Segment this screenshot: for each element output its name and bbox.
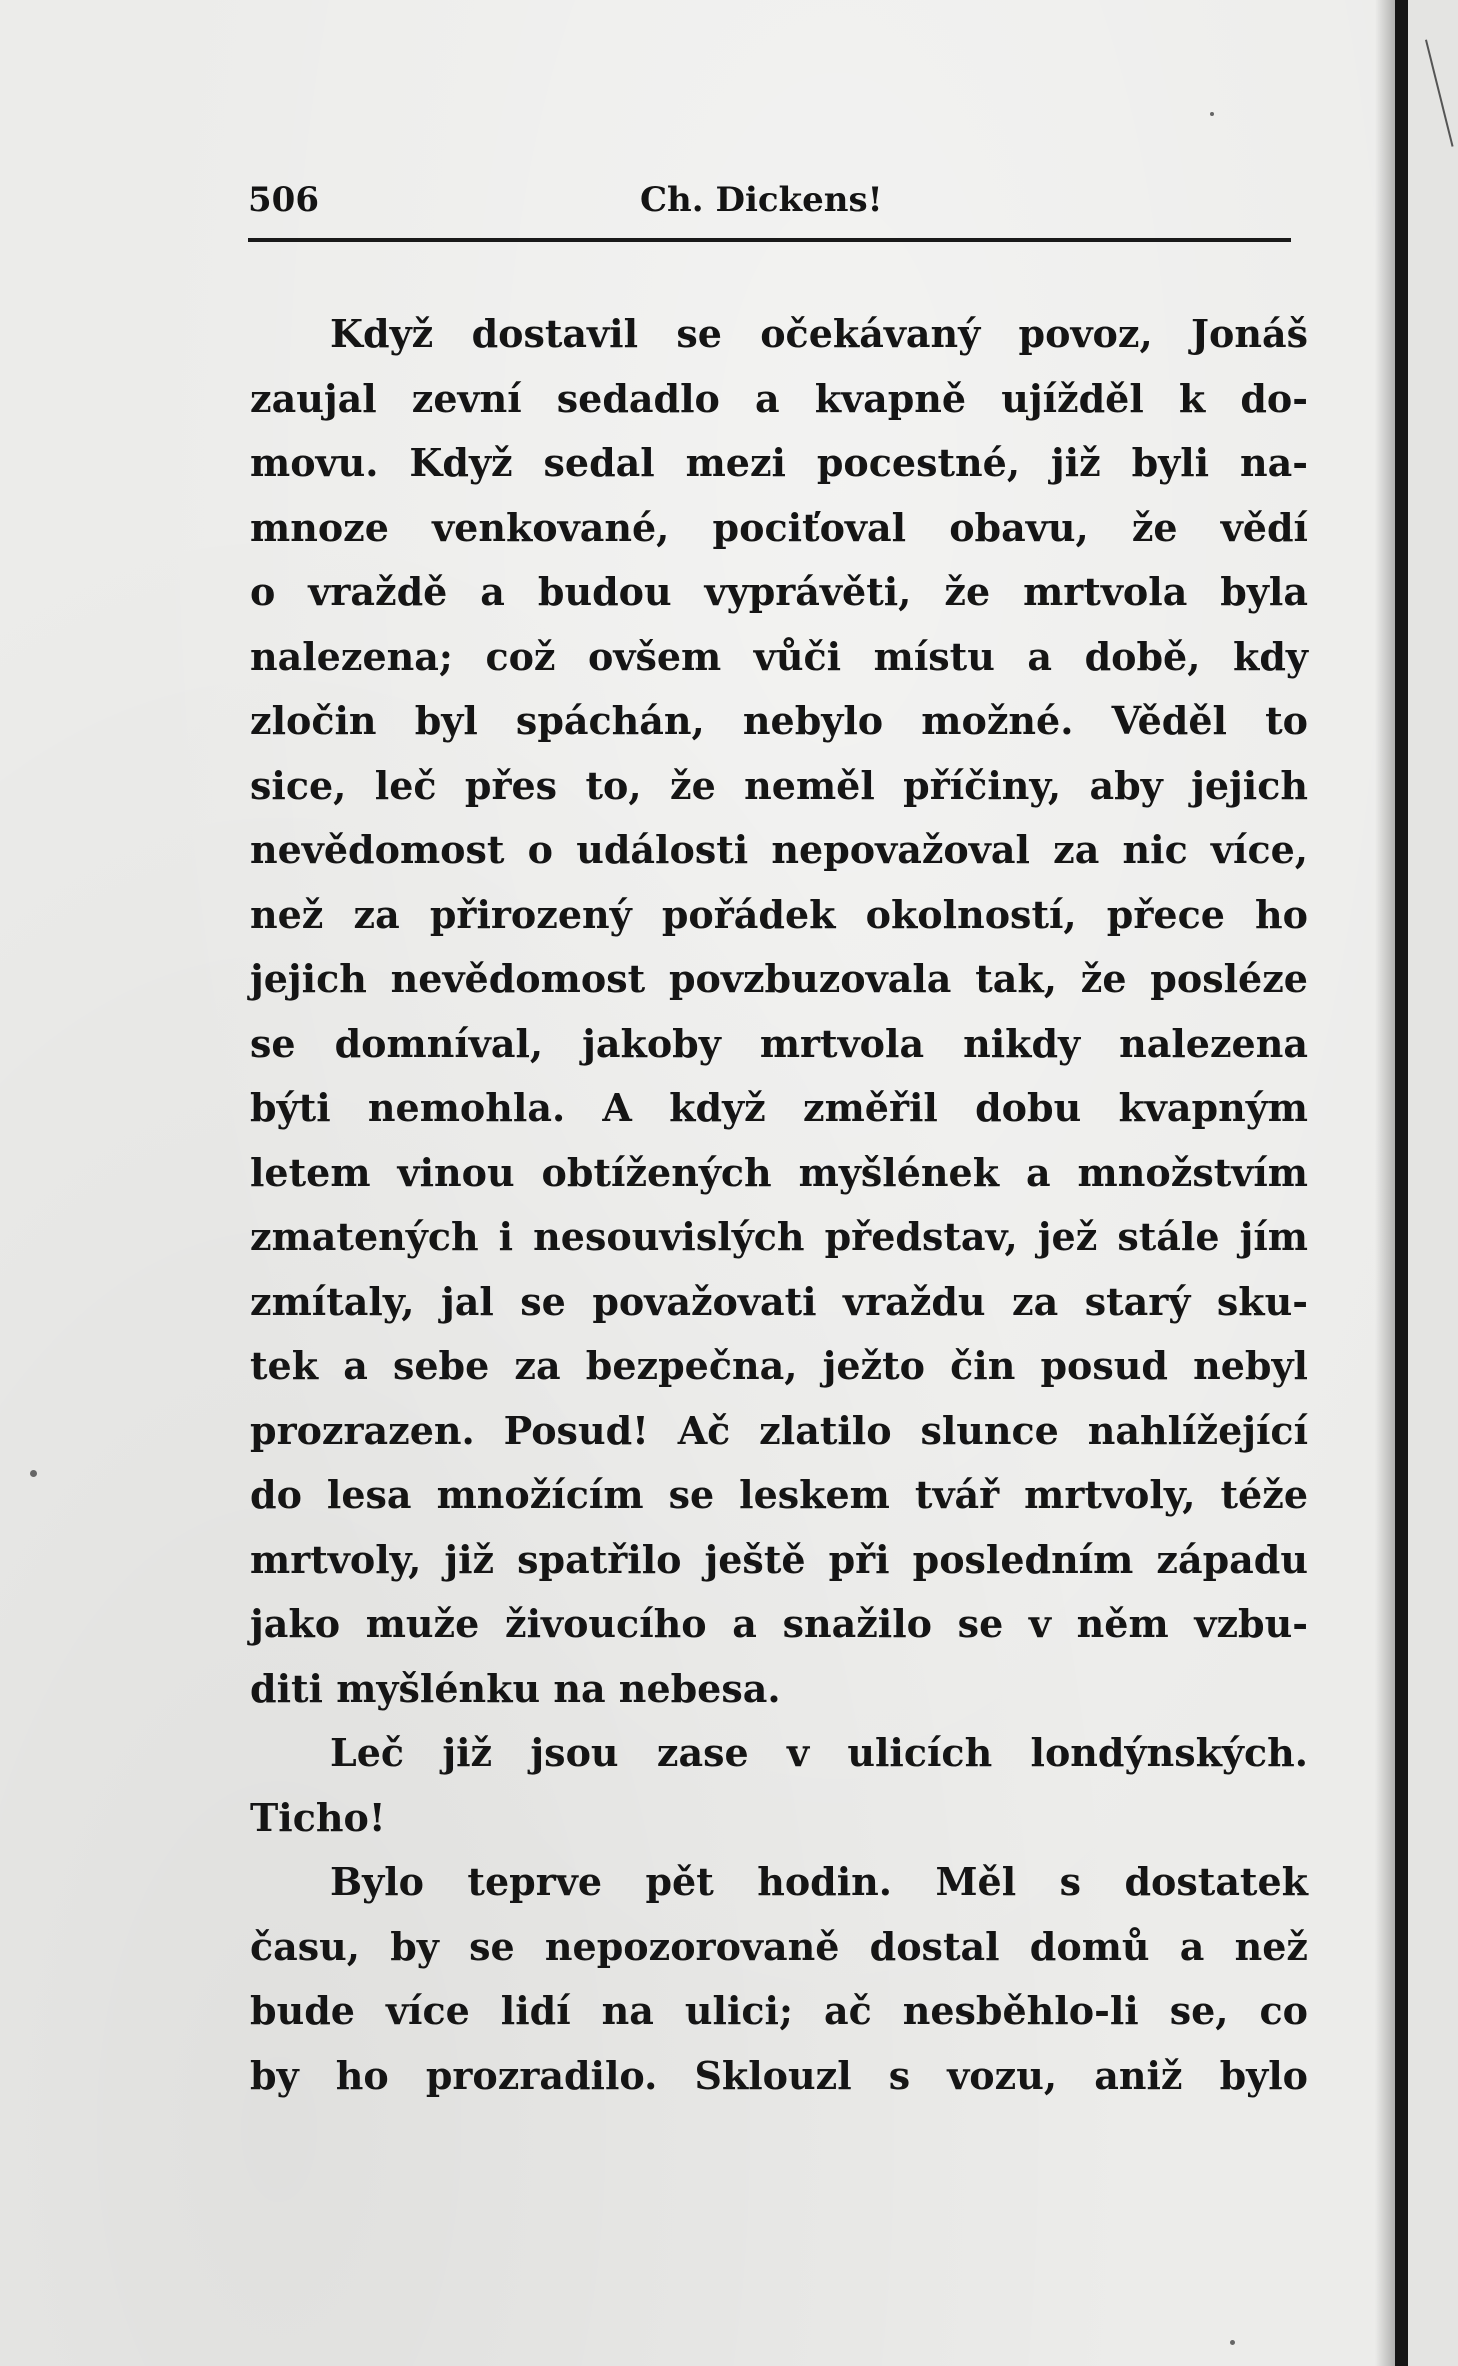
text-line: nevědomost o události nepovažoval za nic více, [250,827,1308,872]
text-line: zločin byl spáchán, nebylo možné. Věděl to [250,698,1308,743]
text-line: Leč již jsou zase v ulicích londýnských. [330,1730,1308,1775]
dust-speck [1210,112,1214,116]
text-line: tek a sebe za bezpečna, ježto čin posud nebyl [250,1343,1308,1388]
dust-speck [30,1470,37,1477]
body-text [250,302,1308,2108]
page-number: 506 [248,180,319,220]
text-line: než za přirozený pořádek okolností, přece ho [250,891,1308,937]
header-rule [248,238,1291,242]
text-line: jejich nevědomost povzbuzovala tak, že posléze [250,956,1308,1001]
page-fold-shadow [1375,0,1395,2366]
text-line: by ho prozradilo. Sklouzl s vozu, aniž bylo [250,2052,1308,2098]
text-line: movu. Když sedal mezi pocestné, již byli na- [250,440,1308,485]
dust-speck [1230,2340,1235,2345]
text-line: diti myšlénku na nebesa. [250,1665,781,1711]
page-header [248,172,1290,236]
text-line: času, by se nepozorovaně dostal domů a než [250,1923,1308,1969]
text-line: sice, leč přes to, že neměl příčiny, aby jejich [250,762,1308,808]
text-line: zmítaly, jal se považovati vraždu za starý sku- [250,1278,1308,1324]
text-line: zaujal zevní sedadlo a kvapně ujížděl k do- [250,375,1308,421]
running-head: Ch. Dickens! [640,180,883,220]
text-line: zmatených i nesouvislých představ, jež stále jím [250,1214,1308,1259]
text-line: do lesa množícím se leskem tvář mrtvoly, téže [250,1472,1308,1517]
text-line: bude více lidí na ulici; ač nesběhlo-li se, co [250,1988,1308,2033]
text-line: jako muže živoucího a snažilo se v něm vzbu- [250,1601,1308,1646]
text-line: Ticho! [250,1794,386,1840]
text-line: se domníval, jakoby mrtvola nikdy nalezena [250,1020,1308,1066]
text-line: mnoze venkované, pociťoval obavu, že vědí [250,504,1308,550]
text-line: Když dostavil se očekávaný povoz, Jonáš [330,311,1308,356]
text-line: býti nemohla. A když změřil dobu kvapným [250,1085,1308,1130]
adjacent-page-edge [1408,0,1458,2366]
text-line: prozrazen. Posud! Ač zlatilo slunce nahlížející [250,1407,1308,1453]
text-line: Bylo teprve pět hodin. Měl s dostatek [330,1859,1308,1904]
text-line: nalezena; což ovšem vůči místu a době, kdy [250,633,1308,679]
text-line: o vraždě a budou vyprávěti, že mrtvola byla [250,569,1308,614]
text-line: mrtvoly, již spatřilo ještě při posledním západu [250,1536,1308,1582]
text-line: letem vinou obtížených myšlének a množstvím [250,1149,1308,1195]
